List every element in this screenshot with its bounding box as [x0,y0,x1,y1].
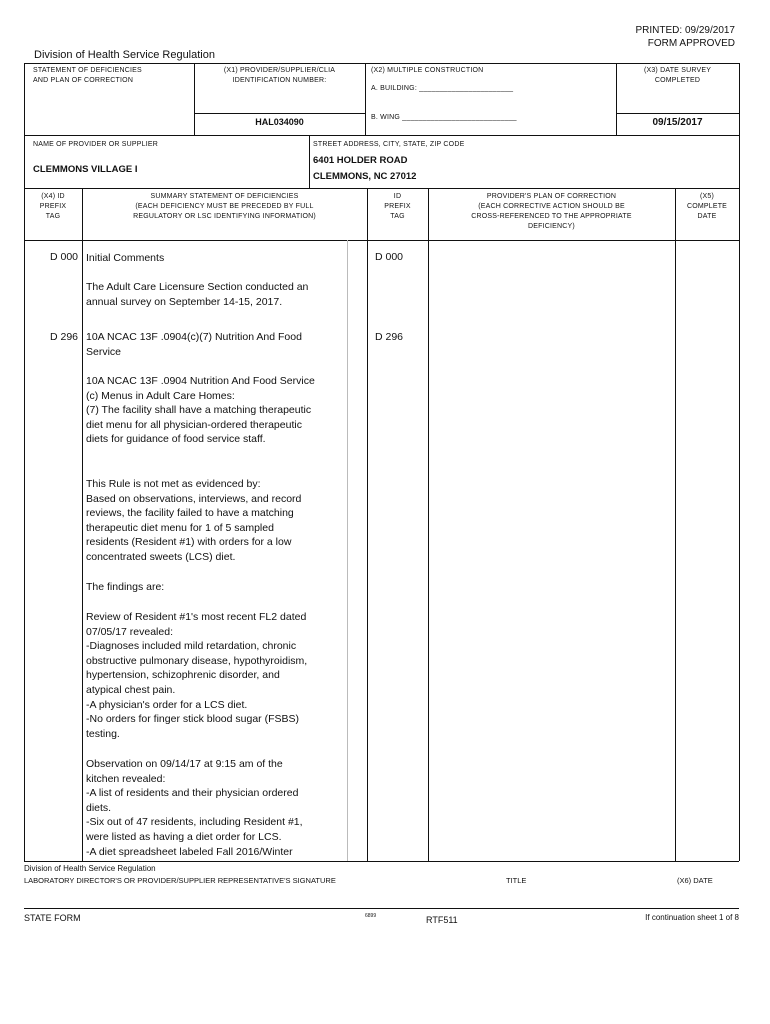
col-summary-header: SUMMARY STATEMENT OF DEFICIENCIES (EACH DEFICIENCY MUST BE PRECEDED BY FULL REGULATORY OR LSC IDENTIFYING INFORMATION) [133,193,316,220]
col-x5-header: (X5) COMPLETE DATE [686,193,728,220]
x2-building: A. BUILDING: _______________________ [371,85,514,92]
x1-label: (X1) PROVIDER/SUPPLIER/CLIA IDENTIFICATION NUMBER: [223,67,336,84]
x1-value: HAL034090 [255,117,304,127]
form-id: RTF511 [426,915,458,925]
para-initial-comments: Initial Comments [86,252,165,264]
id-tag-d000: D 000 [375,251,404,263]
x3-value: 09/15/2017 [652,117,703,128]
signature-label: LABORATORY DIRECTOR'S OR PROVIDER/SUPPLIER REPRESENTATIVE'S SIGNATURE [24,876,336,885]
para-findings: The findings are: [86,581,165,593]
prefix-tag-d296: D 296 [50,331,79,343]
para-observation: Observation on 09/14/17 at 9:15 am of the kitchen revealed: -A list of residents and their physician ordered diets. -Six out of 47 residents, including Resident #1, were listed as having a diet order for LCS. -A diet spreadsheet labeled Fall 2016/Winter [86,758,303,858]
continuation-sheet: If continuation sheet 1 of 8 [645,913,739,922]
provider-label: NAME OF PROVIDER OR SUPPLIER [33,141,159,148]
para-survey: The Adult Care Licensure Section conducted an annual survey on September 14-15, 2017. [86,281,309,308]
form-approved: FORM APPROVED [647,38,735,49]
col-id-header: ID PREFIX TAG [384,193,411,220]
x2-label: (X2) MULTIPLE CONSTRUCTION [371,67,484,74]
id-tag-d296: D 296 [375,331,404,343]
prefix-tag-d000: D 000 [50,251,79,263]
para-not-met: This Rule is not met as evidenced by: Based on observations, interviews, and record reviews, the facility failed to have a matching therapeutic diet menu for 1 of 5 sampled residents (Resident #1) with orders for a low concentrated sweets (LCS) diet. [86,478,302,563]
print-header [636,24,736,50]
para-rule-text: 10A NCAC 13F .0904 Nutrition And Food Service (c) Menus in Adult Care Homes: (7) The facility shall have a matching therapeutic diet menu for all physician-ordered therapeutic diets for guidance of food service staff. [86,375,315,446]
x2-wing: B. WING ____________________________ [371,114,517,121]
address-label: STREET ADDRESS, CITY, STATE, ZIP CODE [313,141,465,148]
date-label: (X6) DATE [677,876,713,885]
form-code: 6899 [365,913,377,919]
division-title: Division of Health Service Regulation [34,49,215,61]
col-x4-header: (X4) ID PREFIX TAG [39,193,67,220]
para-rule-title: 10A NCAC 13F .0904(c)(7) Nutrition And Food Service [86,331,302,358]
para-review: Review of Resident #1's most recent FL2 dated 07/05/17 revealed: -Diagnoses included mild retardation, chronic obstructive pulmonary disease, hypothyroidism, hypertension, schizophrenic disorder, and atypical chest pain. -A physician's order for a LCS diet. -No orders for finger stick blood sugar (FSBS) testing. [86,611,308,740]
col-plan-header: PROVIDER'S PLAN OF CORRECTION (EACH CORRECTIVE ACTION SHOULD BE CROSS-REFERENCED TO THE APPROPRIATE DEFICIENCY) [471,193,632,230]
address-line1: 6401 HOLDER ROAD [313,155,408,166]
statement-label: STATEMENT OF DEFICIENCIES AND PLAN OF CORRECTION [33,67,142,84]
provider-name: CLEMMONS VILLAGE I [33,164,138,175]
printed-date: PRINTED: 09/29/2017 [635,25,735,36]
footer-division: Division of Health Service Regulation [24,864,156,873]
title-label: TITLE [506,876,527,885]
x3-label: (X3) DATE SURVEY COMPLETED [643,67,712,84]
state-form: STATE FORM [24,913,81,923]
address-line2: CLEMMONS, NC 27012 [313,171,417,182]
